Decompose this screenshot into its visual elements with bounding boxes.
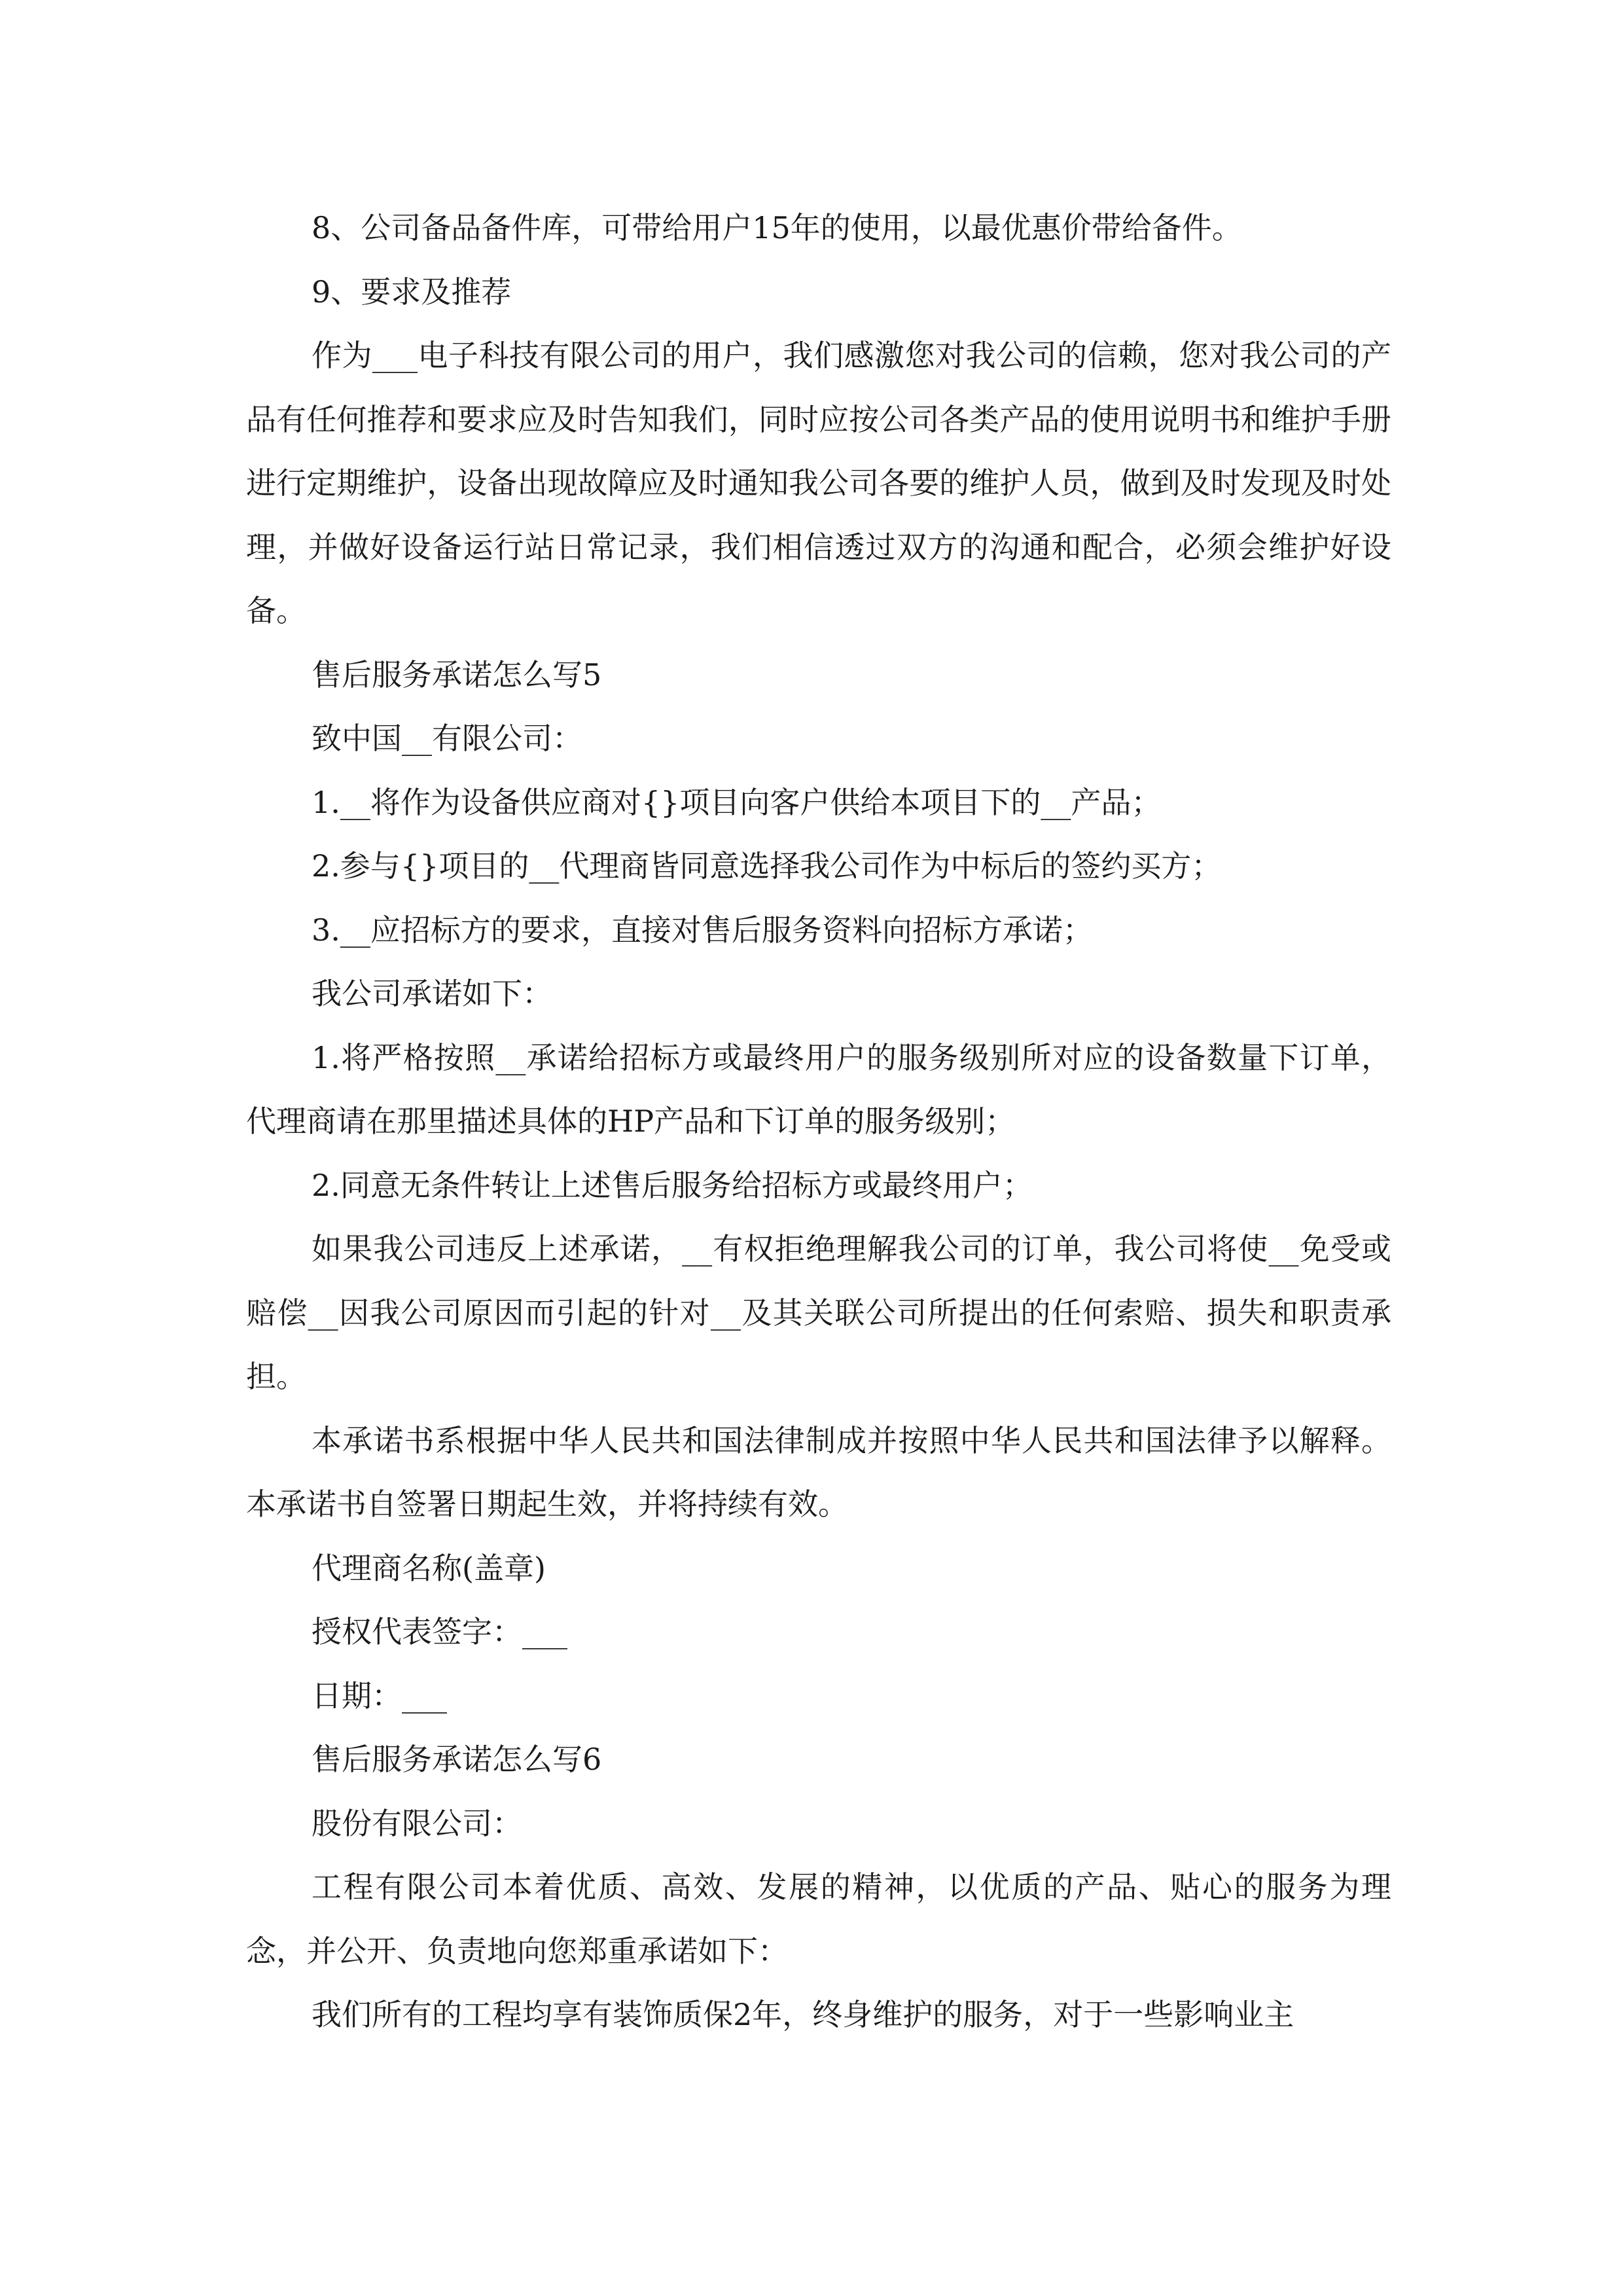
paragraph-item-8-spare-parts: 8、公司备品备件库，可带给用户15年的使用，以最优惠价带给备件。 [312,210,1242,245]
violation-clause: 如果我公司违反上述承诺，__有权拒绝理解我公司的订单，我公司将使__免受或赔偿__因我公司原因而引起的针对__及其关联公司所提出的任何索赔、损失和职责承担。 [246,1231,1391,1394]
date-line: 日期：___ [312,1677,447,1713]
commitment-intro: 我公司承诺如下： [312,976,552,1011]
addressee-line-2: 股份有限公司： [312,1805,522,1841]
commitment-item-2: 2.同意无条件转让上述售后服务给招标方或最终用户； [312,1167,1033,1203]
commitment-item-1: 1.将严格按照__承诺给招标方或最终用户的服务级别所对应的设备数量下订单，代理商请在那里描述具体的HP产品和下订单的服务级别； [246,1039,1391,1139]
paragraph-company-intro: 工程有限公司本着优质、高效、发展的精神，以优质的产品、贴心的服务为理念，并公开、负责地向您郑重承诺如下： [246,1869,1391,1969]
paragraph-clause-3: 3.__应招标方的要求，直接对售后服务资料向招标方承诺； [312,912,1093,948]
paragraph-clause-1: 1.__将作为设备供应商对{}项目向客户供给本项目下的__产品； [312,784,1162,820]
paragraph-user-recommendations: 作为___电子科技有限公司的用户，我们感激您对我公司的信赖，您对我公司的产品有任何推荐和要求应及时告知我们，同时应按公司各类产品的使用说明书和维护手册进行定期维护，设备出现故障应及时通知我公司各要的维护人员，做到及时发现及时处理，并做好设备运行站日常记录，我们相信透过双方的沟通和配合，必须会维护好设备。 [246,338,1391,628]
signature-line: 授权代表签字：___ [312,1614,567,1649]
section-heading-5: 售后服务承诺怎么写5 [312,656,602,692]
section-heading-6: 售后服务承诺怎么写6 [312,1742,602,1777]
paragraph-warranty: 我们所有的工程均享有装饰质保2年，终身维护的服务，对于一些影响业主 [312,1997,1294,2032]
agent-name-line: 代理商名称(盖章) [312,1550,546,1586]
document-body [246,196,1391,2047]
addressee-line: 致中国__有限公司： [312,721,582,756]
paragraph-clause-2: 2.参与{}项目的__代理商皆同意选择我公司作为中标后的签约买方； [312,848,1222,884]
legal-clause: 本承诺书系根据中华人民共和国法律制成并按照中华人民共和国法律予以解释。本承诺书自签署日期起生效，并将持续有效。 [246,1422,1391,1522]
paragraph-item-9-heading: 9、要求及推荐 [312,274,512,310]
